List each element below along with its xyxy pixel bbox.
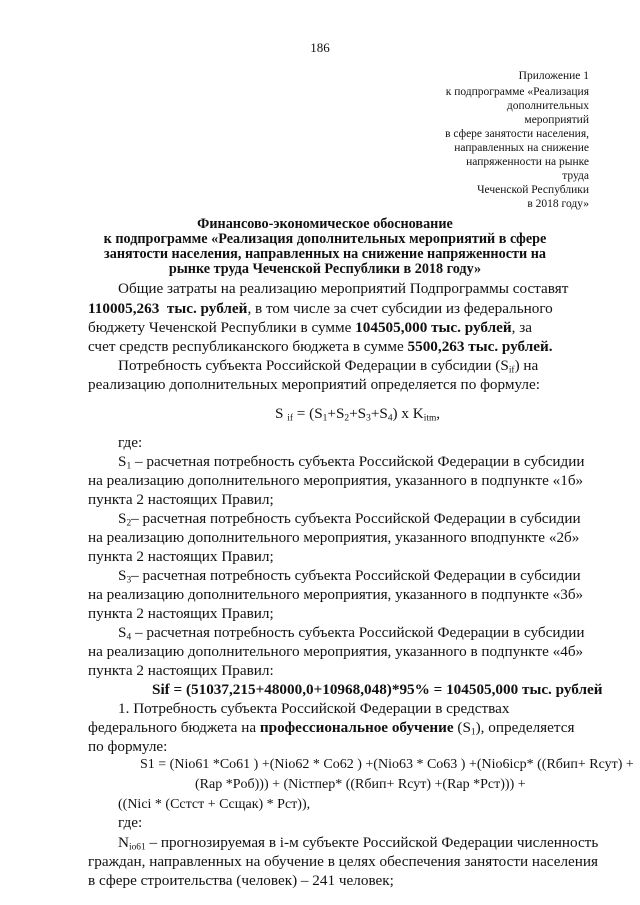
paragraph-line: по формуле: <box>88 738 168 755</box>
appendix-line: напряженности на рынке <box>466 156 589 168</box>
text: S <box>118 453 127 470</box>
title-line: к подпрограмме «Реализация дополнительных мероприятий в сфере <box>103 231 547 247</box>
subscript: 2 <box>344 413 350 424</box>
paragraph-line <box>88 338 553 356</box>
appendix-line: в 2018 году» <box>527 198 589 210</box>
text: S <box>275 405 284 422</box>
subscript: 1 <box>470 727 476 738</box>
paragraph-line <box>88 300 553 318</box>
formula-sif: S $_{if} = (S_1+S_2+S_3+S_4)$ х $K_{itm}$, <box>275 405 441 424</box>
text: – расчетная потребность субъекта Российской Федерации в субсидии <box>131 453 585 470</box>
appendix-line: к подпрограмме «Реализация <box>445 86 589 98</box>
appendix-line: труда <box>562 170 589 182</box>
subscript: 4 <box>126 632 132 643</box>
where-label: где: <box>118 434 143 451</box>
subscript: io61 <box>128 842 146 853</box>
where-label: где: <box>118 814 143 831</box>
title-line: Финансово-экономическое обоснование <box>197 216 453 232</box>
paragraph-line: Общие затраты на реализацию мероприятий Подпрограммы составят <box>118 280 569 297</box>
definition-line: пункта 2 настоящих Правил: <box>88 662 274 679</box>
definition-line: граждан, направленных на обучение в целях обеспечения занятости населения <box>88 853 599 870</box>
paragraph-line <box>118 357 538 375</box>
text: ) на <box>514 357 539 374</box>
subscript: 3 <box>366 413 371 424</box>
definition-line: пункта 2 настоящих Правил; <box>88 491 274 508</box>
subscript: 2 <box>126 518 132 529</box>
text: – расчетная потребность субъекта Российской Федерации в субсидии <box>131 567 581 584</box>
text: S <box>118 567 127 584</box>
document-title <box>90 217 560 277</box>
paragraph-line: реализацию дополнительных мероприятий определяется по формуле: <box>88 376 540 393</box>
text: бюджету Чеченской Республики в сумме <box>88 319 356 336</box>
text: (S <box>453 719 471 736</box>
text: – прогнозируемая в i-м субъекте Российской Федерации численность <box>145 834 599 851</box>
text: , за <box>511 319 532 336</box>
subscript: 4 <box>387 413 393 424</box>
definition-line <box>118 453 584 471</box>
appendix-line: Чеченской Республики <box>477 184 589 196</box>
definition-line: на реализацию дополнительного мероприятия, указанного в подпункте «3б» <box>88 586 584 603</box>
emphasis: профессиональное обучение <box>259 719 454 736</box>
text: , в том числе за счет субсидии из федерального <box>247 300 553 317</box>
regional-amount: 5500,263 тыс. рублей. <box>407 338 553 355</box>
appendix-line: в сфере занятости населения, <box>445 128 589 140</box>
appendix-line: направленных на снижение <box>454 142 589 154</box>
subscript: itm <box>423 413 437 424</box>
definition-line: пункта 2 настоящих Правил; <box>88 605 274 622</box>
appendix-line: Приложение 1 <box>518 70 589 82</box>
text: ), определяется <box>475 719 575 736</box>
subscript: 1 <box>126 461 132 472</box>
total-amount: 110005,263 <box>88 300 160 317</box>
title-line: рынке труда Чеченской Республики в 2018 году» <box>168 261 482 277</box>
formula-s1-line3: ((Nici * (Cстст + Cсщак) * Pст)), <box>118 797 311 812</box>
definition-line <box>118 834 598 852</box>
federal-amount: 104505,000 тыс. рублей <box>355 319 512 336</box>
text: федерального бюджета на <box>88 719 260 736</box>
subscript: if <box>287 413 293 424</box>
appendix-line: дополнительных <box>506 100 589 112</box>
sif-result: Sif = (51037,215+48000,0+10968,048)*95% = 104505,000 тыс. рублей <box>152 681 603 698</box>
subscript: if <box>508 365 515 376</box>
subscript: 3 <box>126 575 132 586</box>
text: , <box>436 405 441 422</box>
paragraph-line <box>88 719 574 737</box>
subscript: 1 <box>322 413 328 424</box>
formula-s1-line2: (Rар *Pоб))) + (Nicтпер* ((Rбип+ Rсут) +(Rар *Pст))) + <box>195 777 526 792</box>
text: ) х K <box>392 405 424 422</box>
text: Потребность субъекта Российской Федерации в субсидии (S <box>118 357 509 374</box>
definition-line <box>118 567 581 585</box>
definition-line: в сфере строительства (человек) – 241 человек; <box>88 872 394 889</box>
text: S <box>118 510 127 527</box>
page-number: 186 <box>310 40 330 55</box>
definition-line: пункта 2 настоящих Правил; <box>88 548 274 565</box>
formula-s1-line1: S1 = (Nio61 *Co61 ) +(Nio62 * Co62 ) +(Nio63 * Co63 ) +(Nio6icp* ((Rбип+ Rсут) + <box>140 757 634 772</box>
text: N <box>118 834 129 851</box>
paragraph-line: 1. Потребность субъекта Российской Федерации в средствах <box>118 700 510 717</box>
total-unit: тыс. рублей <box>166 300 248 317</box>
text: = (S <box>293 405 323 422</box>
title-line: занятости населения, направленных на снижение напряженности на <box>104 246 546 262</box>
paragraph-line <box>88 319 532 337</box>
definition-line: на реализацию дополнительного мероприятия, указанного в подпункте «4б» <box>88 643 584 660</box>
text: S <box>118 624 127 641</box>
appendix-line: мероприятий <box>524 114 589 126</box>
definition-line: на реализацию дополнительного мероприятия, указанного вподпункте «2б» <box>88 529 580 546</box>
definition-line <box>118 624 584 642</box>
definition-line <box>118 510 581 528</box>
text: – расчетная потребность субъекта Российской Федерации в субсидии <box>131 510 581 527</box>
text: счет средств республиканского бюджета в сумме <box>88 338 408 355</box>
text: – расчетная потребность субъекта Российской Федерации в субсидии <box>131 624 585 641</box>
definition-line: на реализацию дополнительного мероприятия, указанного в подпункте «1б» <box>88 472 584 489</box>
